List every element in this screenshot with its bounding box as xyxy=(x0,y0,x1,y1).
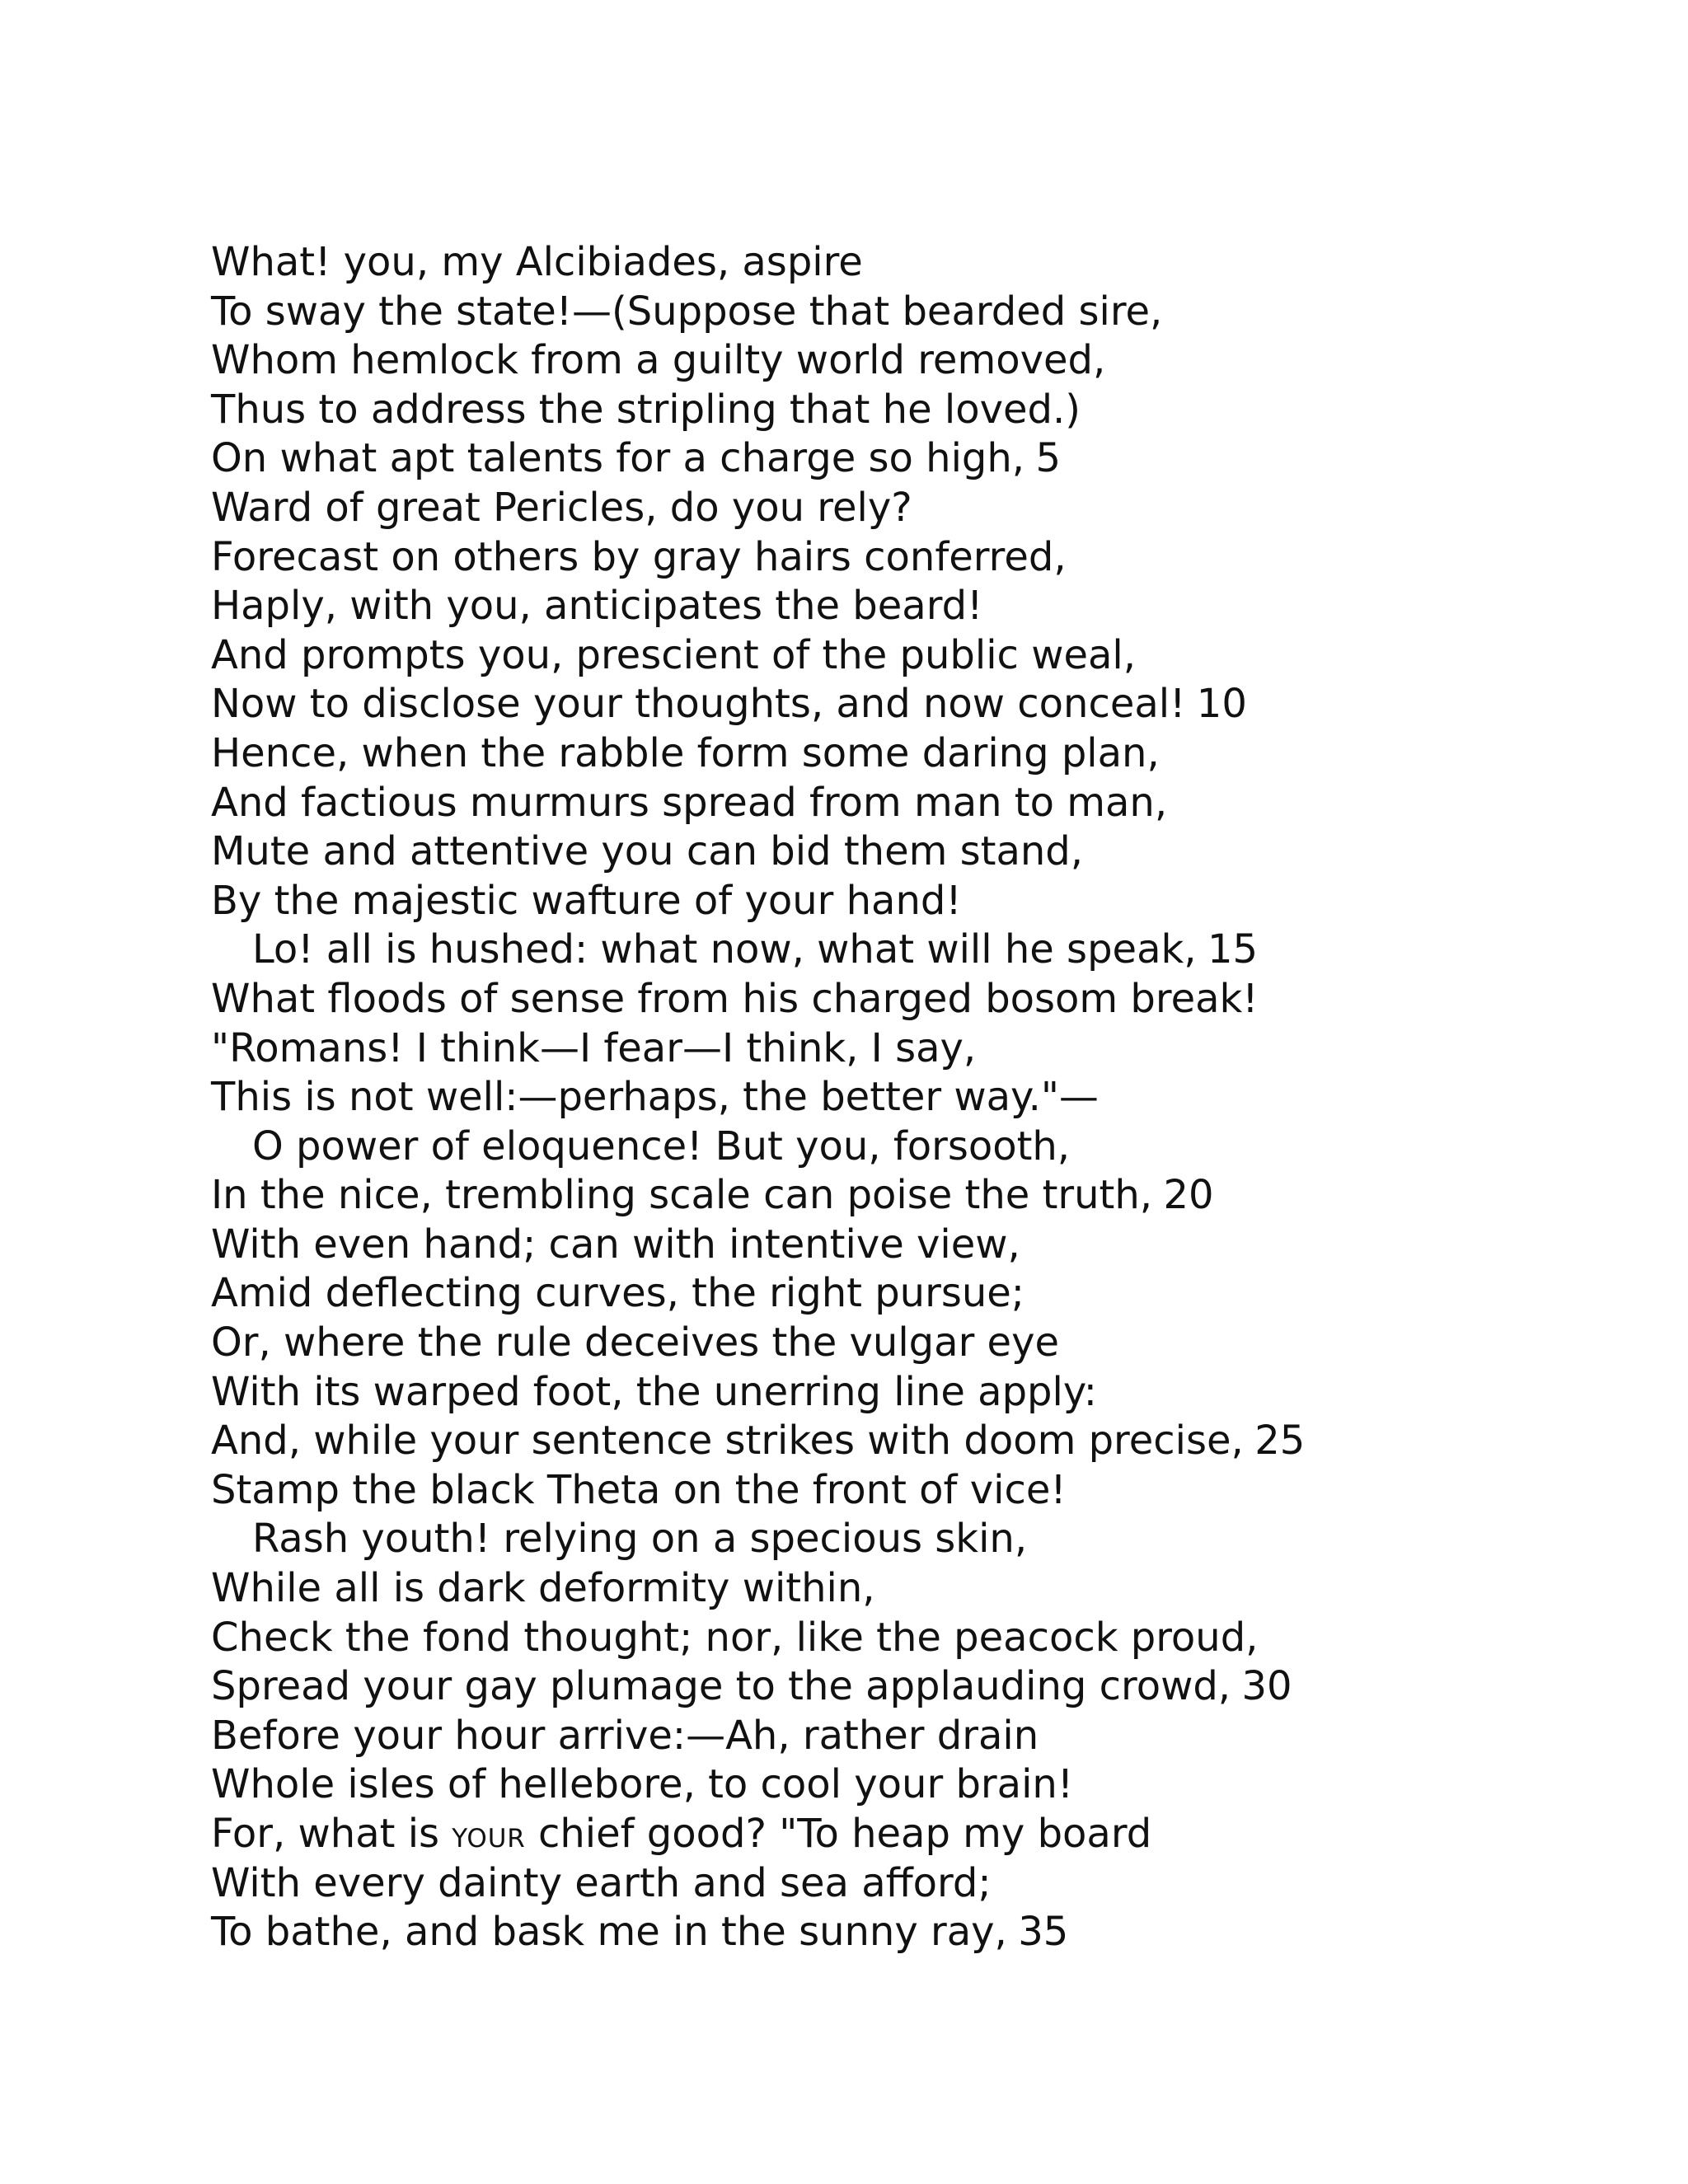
poem-text xyxy=(211,238,1612,1957)
poem-line: To bathe, and bask me in the sunny ray, 35 xyxy=(211,1909,1069,1956)
poem-line: With its warped foot, the unerring line apply: xyxy=(211,1368,1097,1415)
poem-line: Before your hour arrive:—Ah, rather drain xyxy=(211,1712,1039,1759)
line-number: 10 xyxy=(1196,681,1247,728)
poem-line-indented: Lo! all is hushed: what now, what will he speak, 15 xyxy=(252,926,1259,973)
line-number: 5 xyxy=(1035,435,1062,482)
poem-line: Or, where the rule deceives the vulgar eye xyxy=(211,1319,1060,1366)
poem-line: And prompts you, prescient of the public weal, xyxy=(211,631,1136,678)
poem-line: With even hand; can with intentive view, xyxy=(211,1221,1020,1268)
poem-line: "Romans! I think—I fear—I think, I say, xyxy=(211,1024,977,1071)
poem-line: Stamp the black Theta on the front of vice! xyxy=(211,1466,1067,1513)
line-number: 35 xyxy=(1018,1909,1069,1956)
line-number: 15 xyxy=(1207,926,1259,973)
poem-line: By the majestic wafture of your hand! xyxy=(211,877,962,924)
poem-line-indented: Rash youth! relying on a specious skin, xyxy=(252,1516,1028,1563)
poem-line: Whole isles of hellebore, to cool your brain! xyxy=(211,1761,1074,1808)
poem-line: What! you, my Alcibiades, aspire xyxy=(211,239,863,285)
poem-line: In the nice, trembling scale can poise the truth, 20 xyxy=(211,1172,1214,1219)
poem-line: Whom hemlock from a guilty world removed, xyxy=(211,337,1106,384)
poem-line: And factious murmurs spread from man to man, xyxy=(211,779,1168,826)
poem-line: To sway the state!—(Suppose that bearded sire, xyxy=(211,288,1163,335)
line-number: 30 xyxy=(1241,1663,1292,1710)
poem-line: What floods of sense from his charged bosom break! xyxy=(211,975,1259,1022)
poem-line: Amid deflecting curves, the right pursue; xyxy=(211,1270,1025,1317)
poem-line: Ward of great Pericles, do you rely? xyxy=(211,484,912,531)
poem-line: Hence, when the rabble form some daring plan, xyxy=(211,729,1160,776)
poem-line: On what apt talents for a charge so high, 5 xyxy=(211,435,1062,482)
poem-line: For, what is your chief good? "To heap my board xyxy=(211,1811,1152,1857)
poem-line: With every dainty earth and sea afford; xyxy=(211,1859,992,1906)
small-caps-word: your xyxy=(452,1814,526,1856)
poem-line: While all is dark deformity within, xyxy=(211,1565,875,1612)
poem-line: Check the fond thought; nor, like the peacock proud, xyxy=(211,1614,1259,1661)
poem-line-indented: O power of eloquence! But you, forsooth, xyxy=(252,1122,1071,1169)
line-number: 25 xyxy=(1254,1418,1306,1465)
poem-line: Thus to address the stripling that he loved.) xyxy=(211,386,1081,433)
poem-line: Forecast on others by gray hairs conferred, xyxy=(211,533,1067,580)
poem-line: This is not well:—perhaps, the better way."— xyxy=(211,1074,1099,1121)
line-number: 20 xyxy=(1163,1172,1214,1219)
poem-line: Spread your gay plumage to the applauding crowd, 30 xyxy=(211,1663,1292,1710)
poem-line: And, while your sentence strikes with doom precise, 25 xyxy=(211,1418,1306,1465)
poem-line: Mute and attentive you can bid them stand, xyxy=(211,828,1084,875)
poem-line: Haply, with you, anticipates the beard! xyxy=(211,583,983,630)
poem-line: Now to disclose your thoughts, and now conceal! 10 xyxy=(211,681,1247,728)
